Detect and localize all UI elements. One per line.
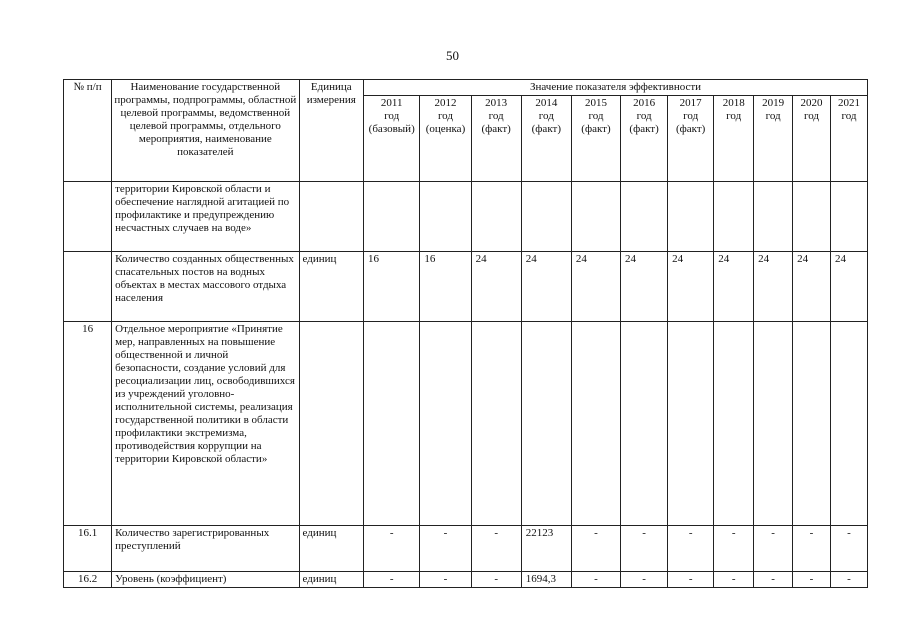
value-cell-2011: - bbox=[364, 572, 420, 588]
value-cell-2017: - bbox=[668, 526, 714, 572]
value-cell-2015: 24 bbox=[571, 252, 620, 322]
header-year-2018 bbox=[714, 96, 754, 182]
header-year-line: год bbox=[538, 110, 554, 122]
value-cell-2013: - bbox=[471, 572, 521, 588]
header-year-2011 bbox=[364, 96, 420, 182]
header-year-line: 2021 bbox=[837, 97, 860, 109]
header-year-2017 bbox=[668, 96, 714, 182]
value-cell-2017 bbox=[668, 322, 714, 526]
header-year-line: (факт) bbox=[581, 123, 611, 135]
header-year-line: 2014 bbox=[535, 97, 558, 109]
header-year-2015 bbox=[571, 96, 620, 182]
value-cell-2016: - bbox=[621, 526, 668, 572]
header-col-unit: Единица измерения bbox=[299, 80, 364, 182]
indicator-name: Отдельное мероприятие «Принятие мер, направленных на повышение общественной и личной безопасности, создание условий для ресоциализации лиц, освободившихся из учреждений уголовно-исполнительной системы, реализация государственной политики в области профилактики экстремизма, противодействия коррупции на территории Кировской области» bbox=[112, 322, 299, 526]
header-year-line: 2012 bbox=[434, 97, 457, 109]
value-cell-2012 bbox=[420, 322, 471, 526]
header-year-line: год bbox=[726, 110, 742, 122]
value-cell-2016 bbox=[621, 322, 668, 526]
value-cell-2020 bbox=[793, 322, 831, 526]
indicator-unit: единиц bbox=[299, 572, 364, 588]
header-year-line: 2019 bbox=[762, 97, 785, 109]
value-cell-2021 bbox=[830, 182, 867, 252]
value-cell-2017 bbox=[668, 182, 714, 252]
header-year-line: 2013 bbox=[485, 97, 508, 109]
value-cell-2019 bbox=[754, 322, 793, 526]
value-cell-2014: 24 bbox=[521, 252, 571, 322]
header-year-line: год bbox=[588, 110, 604, 122]
value-cell-2019: - bbox=[754, 526, 793, 572]
value-cell-2013 bbox=[471, 182, 521, 252]
value-cell-2013: - bbox=[471, 526, 521, 572]
row-number: 16.2 bbox=[64, 572, 112, 588]
table-row bbox=[64, 526, 868, 572]
indicator-unit bbox=[299, 182, 364, 252]
value-cell-2012: 16 bbox=[420, 252, 471, 322]
row-number: 16 bbox=[64, 322, 112, 526]
header-year-2012 bbox=[420, 96, 471, 182]
header-year-line: 2020 bbox=[800, 97, 823, 109]
value-cell-2014: 1694,3 bbox=[521, 572, 571, 588]
value-cell-2018: - bbox=[714, 572, 754, 588]
indicator-name: Количество зарегистрированных преступлений bbox=[112, 526, 299, 572]
header-col-name: Наименование государственной программы, подпрограммы, областной целевой программы, ведомственной целевой программы, отдельного мероприятия, наименование показателей bbox=[112, 80, 299, 182]
row-number bbox=[64, 252, 112, 322]
value-cell-2019 bbox=[754, 182, 793, 252]
header-year-line: год bbox=[765, 110, 781, 122]
value-cell-2016 bbox=[621, 182, 668, 252]
indicator-unit: единиц bbox=[299, 252, 364, 322]
header-year-line: год bbox=[437, 110, 453, 122]
header-year-line: 2016 bbox=[633, 97, 656, 109]
header-year-line: год bbox=[683, 110, 699, 122]
value-cell-2021 bbox=[830, 322, 867, 526]
header-year-line: (оценка) bbox=[425, 123, 466, 135]
value-cell-2014 bbox=[521, 182, 571, 252]
value-cell-2018 bbox=[714, 322, 754, 526]
header-year-2020 bbox=[793, 96, 831, 182]
value-cell-2020: - bbox=[793, 526, 831, 572]
value-cell-2011: 16 bbox=[364, 252, 420, 322]
header-year-2016 bbox=[621, 96, 668, 182]
value-cell-2013: 24 bbox=[471, 252, 521, 322]
header-year-line: год bbox=[841, 110, 857, 122]
value-cell-2011 bbox=[364, 182, 420, 252]
value-cell-2021: 24 bbox=[830, 252, 867, 322]
header-year-line: 2011 bbox=[380, 97, 403, 109]
value-cell-2017: 24 bbox=[668, 252, 714, 322]
header-year-2021 bbox=[830, 96, 867, 182]
value-cell-2017: - bbox=[668, 572, 714, 588]
efficiency-indicators-table bbox=[63, 79, 868, 588]
row-number bbox=[64, 182, 112, 252]
value-cell-2014: 22123 bbox=[521, 526, 571, 572]
table-row bbox=[64, 182, 868, 252]
indicator-unit: единиц bbox=[299, 526, 364, 572]
value-cell-2012 bbox=[420, 182, 471, 252]
header-year-line: (базовый) bbox=[368, 123, 415, 135]
value-cell-2016: - bbox=[621, 572, 668, 588]
value-cell-2021: - bbox=[830, 572, 867, 588]
indicator-name: территории Кировской области и обеспечение наглядной агитацией по профилактике и предупреждению несчастных случаев на воде» bbox=[112, 182, 299, 252]
header-year-line: 2017 bbox=[679, 97, 702, 109]
value-cell-2013 bbox=[471, 322, 521, 526]
value-cell-2011 bbox=[364, 322, 420, 526]
indicator-name: Количество созданных общественных спасательных постов на водных объектах в местах массового отдыха населения bbox=[112, 252, 299, 322]
value-cell-2015 bbox=[571, 182, 620, 252]
table-row bbox=[64, 572, 868, 588]
value-cell-2015: - bbox=[571, 572, 620, 588]
header-year-line: (факт) bbox=[676, 123, 706, 135]
indicator-name: Уровень (коэффициент) bbox=[112, 572, 299, 588]
header-year-line: (факт) bbox=[531, 123, 561, 135]
header-year-line: (факт) bbox=[629, 123, 659, 135]
header-year-line: год bbox=[488, 110, 504, 122]
value-cell-2015: - bbox=[571, 526, 620, 572]
header-year-line: год bbox=[384, 110, 400, 122]
header-col-values: Значение показателя эффективности bbox=[364, 80, 868, 96]
row-number: 16.1 bbox=[64, 526, 112, 572]
value-cell-2018: - bbox=[714, 526, 754, 572]
header-year-2013 bbox=[471, 96, 521, 182]
header-year-line: 2018 bbox=[722, 97, 745, 109]
value-cell-2021: - bbox=[830, 526, 867, 572]
value-cell-2020 bbox=[793, 182, 831, 252]
value-cell-2018: 24 bbox=[714, 252, 754, 322]
header-year-2019 bbox=[754, 96, 793, 182]
header-year-2014 bbox=[521, 96, 571, 182]
value-cell-2014 bbox=[521, 322, 571, 526]
value-cell-2019: - bbox=[754, 572, 793, 588]
value-cell-2012: - bbox=[420, 572, 471, 588]
indicator-unit bbox=[299, 322, 364, 526]
value-cell-2019: 24 bbox=[754, 252, 793, 322]
header-year-line: год bbox=[803, 110, 820, 122]
table-row bbox=[64, 322, 868, 526]
value-cell-2011: - bbox=[364, 526, 420, 572]
value-cell-2020: - bbox=[793, 572, 831, 588]
page-number: 50 bbox=[446, 48, 459, 63]
value-cell-2020: 24 bbox=[793, 252, 831, 322]
value-cell-2015 bbox=[571, 322, 620, 526]
header-col-number: № п/п bbox=[64, 80, 112, 182]
header-year-line: год bbox=[636, 110, 652, 122]
header-year-line: (факт) bbox=[481, 123, 511, 135]
value-cell-2012: - bbox=[420, 526, 471, 572]
value-cell-2018 bbox=[714, 182, 754, 252]
value-cell-2016: 24 bbox=[621, 252, 668, 322]
header-year-line: 2015 bbox=[584, 97, 607, 109]
table-row bbox=[64, 252, 868, 322]
